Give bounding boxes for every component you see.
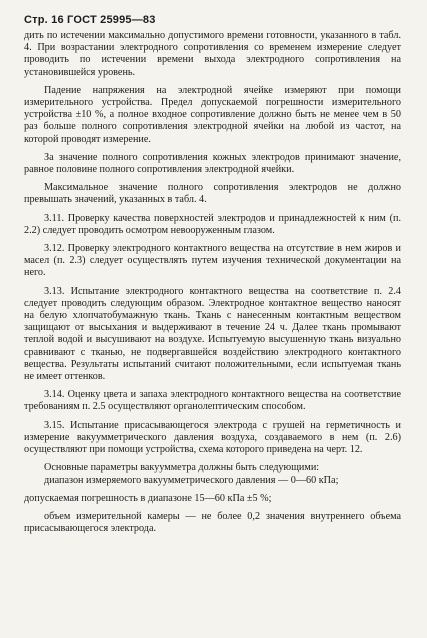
paragraph: объем измерительной камеры — не более 0,2 значения внутреннего объема присасывающегося электрода. xyxy=(24,510,401,535)
paragraph: Основные параметры вакуумметра должны быть следующими: xyxy=(44,462,320,474)
paragraph: За значение полного сопротивления кожных электродов принимают значение, равное половине полного сопротивления электродной ячейки. xyxy=(24,151,401,176)
paragraph: Максимальное значение полного сопротивления электродов не должно превышать значений, указанных в табл. 4. xyxy=(24,182,401,206)
paragraph: диапазон измеряемого вакуумметрического давления — 0—60 кПа; xyxy=(44,474,339,486)
paragraph: дить по истечении максимально допустимого времени готовности, указанного в табл. 4. При возрастании электродного сопротивления со временем измерение следует проводить по истечении времени выхода электродного сопротивления на установившейся уровень. xyxy=(24,30,401,78)
paragraph: допускаемая погрешность в диапазоне 15—60 кПа ±5 %; xyxy=(24,492,272,504)
page-header: Стр. 16 ГОСТ 25995—83 xyxy=(24,14,156,26)
paragraph: 3.14. Оценку цвета и запаха электродного контактного вещества на соответствие требованиям п. 2.5 осуществляют органолептическим способом. xyxy=(24,389,401,413)
paragraph: 3.11. Проверку качества поверхностей электродов и принадлежностей к ним (п. 2.2) следует проводить осмотром невооруженным глазом. xyxy=(24,212,401,236)
paragraph: 3.12. Проверку электродного контактного вещества на отсутствие в нем жиров и масел (п. 2.3) следует осуществлять путем изучения технической документации на него. xyxy=(24,243,401,279)
paragraph: Падение напряжения на электродной ячейке измеряют при помощи измерительного устройства. Предел допускаемой погрешности измерительного устройства ±10 %, а полное входное сопротивление должно быть не менее чем в 50 раз больше полного сопротивления электродной ячейки на любой из частот, на которой проводят измерение. xyxy=(24,84,401,145)
document-body xyxy=(24,30,401,535)
paragraph: 3.15. Испытание присасывающегося электрода с грушей на герметичность и измерение вакуумметрического давления воздуха, создаваемого в нем (п. 2.6) осуществляют при помощи устройства, схема которого приведена на черт. 12. xyxy=(24,419,401,456)
paragraph: 3.13. Испытание электродного контактного вещества на соответствие п. 2.4 следует проводить следующим образом. Электродное контактное вещество наносят на белую хлопчатобумажную ткань. Ткань с нанесенным контактным веществом защищают от высыхания и выдерживают в течение 24 ч. Далее ткань промывают теплой водой и высушивают на воздухе. Испытуемую высушенную ткань визуально сравнивают с тканью, не подвергавшейся воздействию электродного контактного вещества. Результаты испытаний считают положительными, если испытуемая ткань не имеет оттенков. xyxy=(24,285,401,383)
